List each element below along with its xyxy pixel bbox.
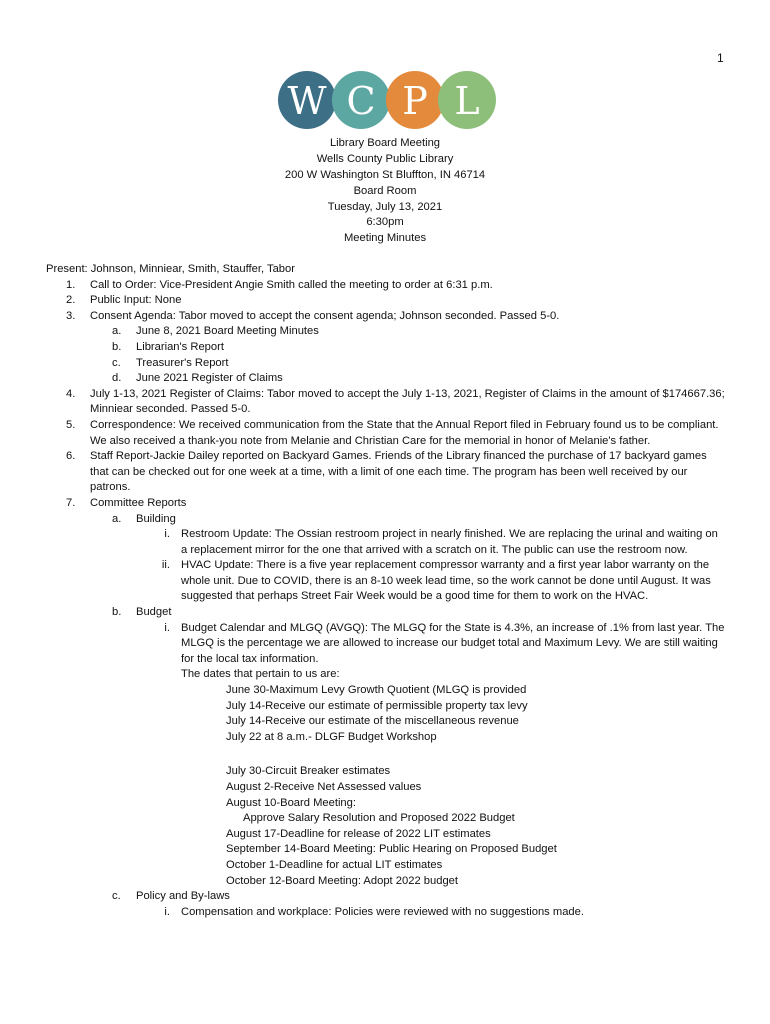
date-line: June 30-Maximum Levy Growth Quotient (MLGQ is provided [226, 684, 527, 697]
logo-letter: P [402, 79, 428, 123]
agenda-subsubitem: i. Restroom Update: The Ossian restroom project in nearly finished. We are replacing the urinal and waiting on a replacement mirror for the one that arrived with a scratch on it. The public can use the restroom now. [164, 528, 718, 556]
agenda-subitem: b. Librarian's Report [112, 340, 224, 353]
logo-letter: W [287, 79, 327, 123]
page-number: 1 [717, 51, 724, 65]
agenda-subitem: a. Building [112, 512, 176, 525]
dates-title: The dates that pertain to us are: [181, 668, 340, 681]
date-line: July 22 at 8 a.m.- DLGF Budget Workshop [226, 730, 437, 743]
agenda-subsubitem: i. Budget Calendar and MLGQ (AVGQ): The MLGQ for the State is 4.3%, an increase of .1% from last year. The MLGQ is the percentage we are allowed to increase our budget total and Maximum Levy. We are still waiting for the local tax information. [164, 621, 725, 665]
agenda-subsubitem: i. Compensation and workplace: Policies were reviewed with no suggestions made. [164, 905, 584, 918]
agenda-subitem: c. Treasurer's Report [112, 356, 229, 369]
agenda-item: 2. Public Input: None [66, 294, 182, 307]
agenda-item: 5. Correspondence: We received communication from the State that the Annual Report filed in February found us to be compliant. We also received a thank-you note from Melanie and Christian Care for the memorial in honor of Melanie's father. [66, 418, 719, 447]
date-line: August 10-Board Meeting: [226, 796, 356, 809]
header-line: Library Board Meeting [329, 137, 441, 149]
header-line: 6:30pm [366, 216, 404, 229]
agenda-subitem: b. Budget [112, 606, 172, 619]
agenda-item: 1. Call to Order: Vice-President Angie Smith called the meeting to order at 6:31 p.m. [66, 278, 493, 291]
meeting-header [0, 136, 770, 247]
date-line: July 14-Receive our estimate of the miscellaneous revenue [226, 715, 519, 728]
agenda-item: 6. Staff Report-Jackie Dailey reported on Backyard Games. Friends of the Library financed the purchase of 17 backyard games that can be checked out for one week at a time, with a limit of one each time. The program has been well received by our patrons. [66, 450, 707, 494]
minutes-body [46, 262, 726, 920]
agenda-subitem: d. June 2021 Register of Claims [112, 372, 283, 385]
agenda-subitem: c. Policy and By-laws [112, 890, 230, 903]
present-line: Present: Johnson, Minniear, Smith, Stauffer, Tabor [46, 263, 295, 275]
date-line: October 1-Deadline for actual LIT estimates [226, 858, 443, 871]
date-line: September 14-Board Meeting: Public Hearing on Proposed Budget [226, 843, 557, 856]
header-line: Wells County Public Library [316, 152, 454, 165]
logo-letter: L [454, 79, 480, 123]
logo-letter: C [346, 79, 376, 123]
agenda-item: 7. Committee Reports [66, 496, 187, 509]
wcpl-logo [277, 70, 497, 130]
spacer [46, 745, 726, 764]
date-line: July 30-Circuit Breaker estimates [226, 765, 391, 778]
header-line: Board Room [353, 184, 417, 197]
date-line: July 14-Receive our estimate of permissible property tax levy [226, 699, 528, 712]
agenda-subsubitem: ii. HVAC Update: There is a five year replacement compressor warranty and a first year labor warranty on the whole unit. Due to COVID, there is an 8-10 week lead time, so the work cannot be done until August. It was suggested that perhaps Street Fair Week would be a good time for them to work on the HVAC. [161, 559, 711, 603]
date-line: August 2-Receive Net Assessed values [226, 781, 422, 793]
date-line: October 12-Board Meeting: Adopt 2022 budget [226, 874, 458, 887]
header-line: Meeting Minutes [343, 232, 427, 245]
date-line: August 17-Deadline for release of 2022 LIT estimates [226, 827, 491, 840]
header-line: 200 W Washington St Bluffton, IN 46714 [284, 168, 486, 181]
header-line: Tuesday, July 13, 2021 [327, 200, 443, 213]
agenda-subitem: a. June 8, 2021 Board Meeting Minutes [112, 325, 319, 338]
agenda-item: 3. Consent Agenda: Tabor moved to accept the consent agenda; Johnson seconded. Passed 5-0. [66, 309, 560, 322]
agenda-item: 4. July 1-13, 2021 Register of Claims: Tabor moved to accept the July 1-13, 2021, Register of Claims in the amount of $174667.36; Minniear seconded. Passed 5-0. [66, 387, 725, 416]
date-subline: Approve Salary Resolution and Proposed 2022 Budget [243, 812, 515, 825]
